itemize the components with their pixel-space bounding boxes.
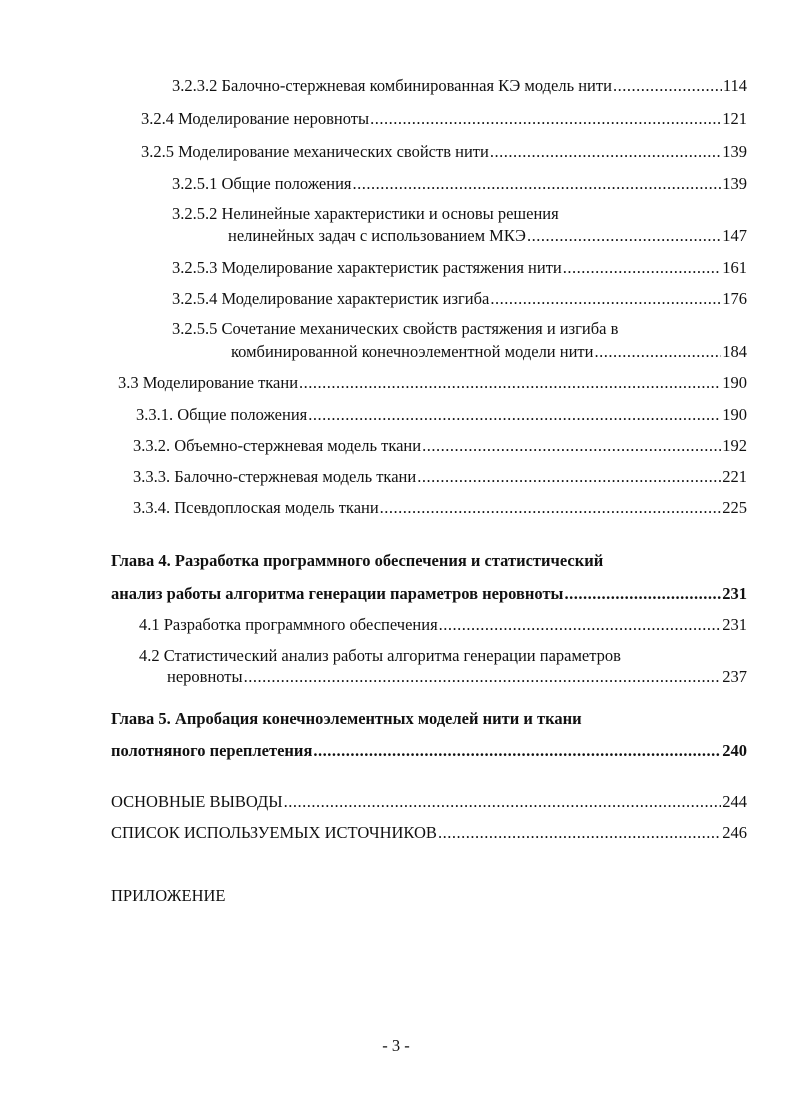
toc-entry <box>118 373 747 393</box>
toc-entry-title: 3.3.4. Псевдоплоская модель ткани <box>133 498 379 517</box>
toc-entry <box>133 467 747 487</box>
toc-entry <box>172 289 747 309</box>
toc-entry <box>136 405 747 425</box>
page-number: - 3 - <box>382 1036 410 1055</box>
toc-entry <box>133 436 747 456</box>
toc-entry-title: 3.3.1. Общие положения <box>136 405 308 424</box>
toc-entry-title: 3.2.3.2 Балочно-стержневая комбинированная КЭ модель нити <box>172 76 612 95</box>
dot-leader <box>563 258 722 278</box>
toc-entry-title: 3.2.5 Моделирование механических свойств нити <box>141 142 489 161</box>
chapter-4-title: анализ работы алгоритма генерации параметров неровноты <box>111 584 564 603</box>
toc-page-number: 240 <box>722 741 747 760</box>
dot-leader <box>490 289 721 309</box>
toc-entry-title: неровноты <box>167 667 243 686</box>
dot-leader <box>490 142 721 162</box>
chapter-5-title: полотняного переплетения <box>111 741 313 760</box>
toc-page-number: 121 <box>722 109 747 128</box>
toc-entry-title-line1: 4.2 Статистический анализ работы алгоритма генерации параметров <box>139 646 621 665</box>
toc-entry-title: 3.3 Моделирование ткани <box>118 373 299 392</box>
toc-entry-title: комбинированной конечноэлементной модели нити <box>231 342 594 361</box>
toc-page-number: 237 <box>722 667 747 686</box>
chapter-4-title-line1: Глава 4. Разработка программного обеспечения и статистический <box>111 551 604 570</box>
toc-entry <box>133 498 747 518</box>
toc-entry <box>167 667 747 687</box>
toc-page-number: 246 <box>722 823 747 842</box>
toc-entry-title-line1: 3.2.5.2 Нелинейные характеристики и основы решения <box>172 204 559 223</box>
dot-leader <box>613 76 722 96</box>
toc-entry-title: нелинейных задач с использованием МКЭ <box>228 226 526 245</box>
toc-entry <box>141 142 747 162</box>
references-title: СПИСОК ИСПОЛЬЗУЕМЫХ ИСТОЧНИКОВ <box>111 823 437 842</box>
toc-page-number: 225 <box>722 498 747 517</box>
toc-entry-title: 4.1 Разработка программного обеспечения <box>139 615 438 634</box>
toc-page-number: 139 <box>722 174 747 193</box>
toc-entry-title: 3.3.2. Объемно-стержневая модель ткани <box>133 436 422 455</box>
dot-leader <box>308 405 721 425</box>
toc-page-number: 231 <box>722 584 747 603</box>
toc-page-number: 161 <box>722 258 747 277</box>
toc-page-number: 190 <box>722 405 747 424</box>
toc-entry <box>139 615 747 635</box>
dot-leader <box>353 174 722 194</box>
dot-leader <box>594 342 721 362</box>
toc-entry <box>172 258 747 278</box>
chapter-4-entry <box>111 584 747 604</box>
chapter-5-title-line1: Глава 5. Апробация конечноэлементных моделей нити и ткани <box>111 709 582 728</box>
dot-leader <box>380 498 722 518</box>
toc-entry-title: 3.2.4 Моделирование неровноты <box>141 109 370 128</box>
toc-page-number: 192 <box>722 436 747 455</box>
dot-leader <box>439 615 722 635</box>
toc-entry <box>141 109 747 129</box>
appendix-title: ПРИЛОЖЕНИЕ <box>111 886 226 905</box>
toc-entry-title: 3.2.5.4 Моделирование характеристик изгиба <box>172 289 490 308</box>
toc-entry-title-line1: 3.2.5.5 Сочетание механических свойств растяжения и изгиба в <box>172 319 619 338</box>
toc-entry <box>172 76 747 96</box>
toc-page-number: 139 <box>722 142 747 161</box>
toc-page-number: 114 <box>722 76 747 95</box>
toc-entry <box>172 174 747 194</box>
dot-leader <box>244 667 722 687</box>
toc-page-number: 176 <box>722 289 747 308</box>
dot-leader <box>299 373 721 393</box>
dot-leader <box>438 823 721 843</box>
toc-entry-title: 3.2.5.1 Общие положения <box>172 174 352 193</box>
conclusions-title: ОСНОВНЫЕ ВЫВОДЫ <box>111 792 283 811</box>
toc-page-number: 147 <box>722 226 747 245</box>
dot-leader <box>313 741 721 761</box>
toc-page-number: 244 <box>722 792 747 811</box>
dot-leader <box>417 467 721 487</box>
dot-leader <box>527 226 721 246</box>
toc-entry-title: 3.3.3. Балочно-стержневая модель ткани <box>133 467 417 486</box>
toc-page-number: 231 <box>722 615 747 634</box>
references-entry <box>111 823 747 843</box>
toc-entry <box>228 226 747 246</box>
toc-entry-title: 3.2.5.3 Моделирование характеристик растяжения нити <box>172 258 562 277</box>
toc-page-number: 190 <box>722 373 747 392</box>
chapter-5-entry <box>111 741 747 761</box>
dot-leader <box>422 436 721 456</box>
toc-page-number: 184 <box>722 342 747 361</box>
dot-leader <box>370 109 721 129</box>
toc-entry <box>231 342 747 362</box>
dot-leader <box>564 584 721 604</box>
conclusions-entry <box>111 792 747 812</box>
dot-leader <box>284 792 722 812</box>
toc-page-number: 221 <box>722 467 747 486</box>
